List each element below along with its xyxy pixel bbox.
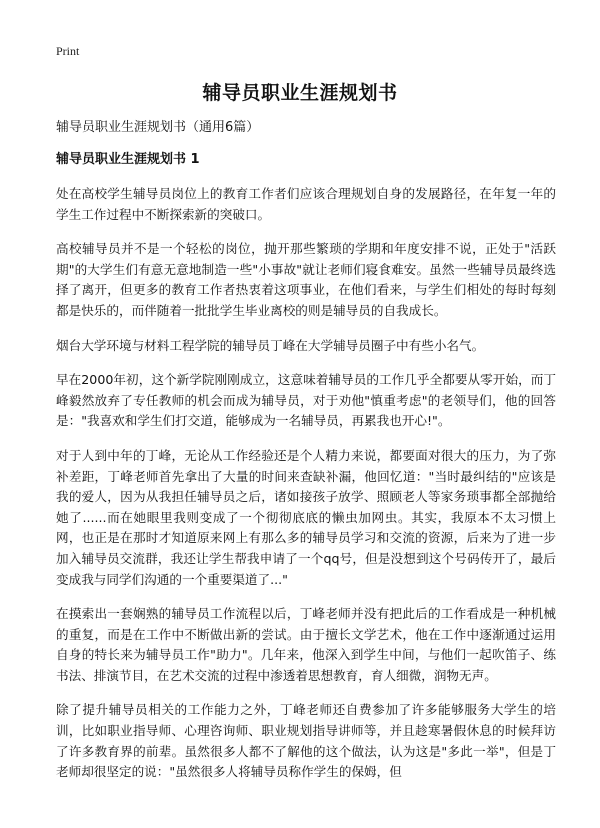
section-heading: 辅导员职业生涯规划书 1 [56,152,200,167]
paragraph: 在摸索出一套娴熟的辅导员工作流程以后，丁峰老师并没有把此后的工作看成是一种机械的重复，而是在工作中不断做出新的尝试。由于擅长文学艺术，他在工作中逐渐通过运用自身的特长来为辅导员工作"助力"。几年来，他深入到学生中间，与他们一起吹笛子、练书法、排演节目，在艺术交流的过程中渗透着思想教育，育人细微，润物无声。 [56,606,556,683]
paragraph: 烟台大学环境与材料工程学院的辅导员丁峰在大学辅导员圈子中有些小名气。 [56,337,485,353]
document-body [56,118,556,797]
paragraph: 早在2000年初，这个新学院刚刚成立，这意味着辅导员的工作几乎全都要从零开始，而丁峰毅然放弃了专任教师的机会而成为辅导员，对于劝他"慎重考虑"的老领导们，他的回答是："我喜欢和学生们打交道，能够成为一名辅导员，再累我也开心!"。 [56,372,556,429]
print-link[interactable]: Print [56,44,80,58]
paragraph: 对于人到中年的丁峰，无论从工作经验还是个人精力来说，都要面对很大的压力，为了弥补差距，丁峰老师首先拿出了大量的时间来查缺补漏，他回忆道："当时最纠结的"应该是我的爱人，因为从我担任辅导员之后，诸如接孩子放学、照顾老人等家务琐事都全部抛给她了......而在她眼里我则变成了一个彻彻底底的懒虫加网虫。其实，我原本不太习惯上网，也正是在那时才知道原来网上有那么多的辅导员学习和交流的资源，后来为了进一步加入辅导员交流群，我还让学生帮我申请了一个qq号，但是没想到这个号码传开了，最后变成我与同学们沟通的一个重要渠道了..." [56,447,556,587]
paragraph: 除了提升辅导员相关的工作能力之外，丁峰老师还自费参加了许多能够服务大学生的培训，比如职业指导师、心理咨询师、职业规划指导讲师等，并且趁寒暑假休息的时候拜访了许多教育界的前辈。虽然很多人都不了解他的这个做法，认为这是"多此一举"，但是丁老师却很坚定的说："虽然很多人将辅导员称作学生的保姆，但 [56,702,556,780]
document-subtitle: 辅导员职业生涯规划书（通用6篇） [56,120,260,135]
paragraph: 处在高校学生辅导员岗位上的教育工作者们应该合理规划自身的发展路径，在年复一年的学生工作过程中不断探索新的突破口。 [56,186,556,222]
paragraph: 高校辅导员并不是一个轻松的岗位，抛开那些繁琐的学期和年度安排不说，正处于"活跃期"的大学生们有意无意地制造一些"小事故"就让老师们寝食难安。虽然一些辅导员最终选择了离开，但更多的教育工作者热衷着这项事业，在他们看来，与学生们相处的每时每刻都是快乐的，而伴随着一批批学生毕业离校的则是辅导员的自我成长。 [56,241,556,318]
page-title: 辅导员职业生涯规划书 [202,82,398,104]
